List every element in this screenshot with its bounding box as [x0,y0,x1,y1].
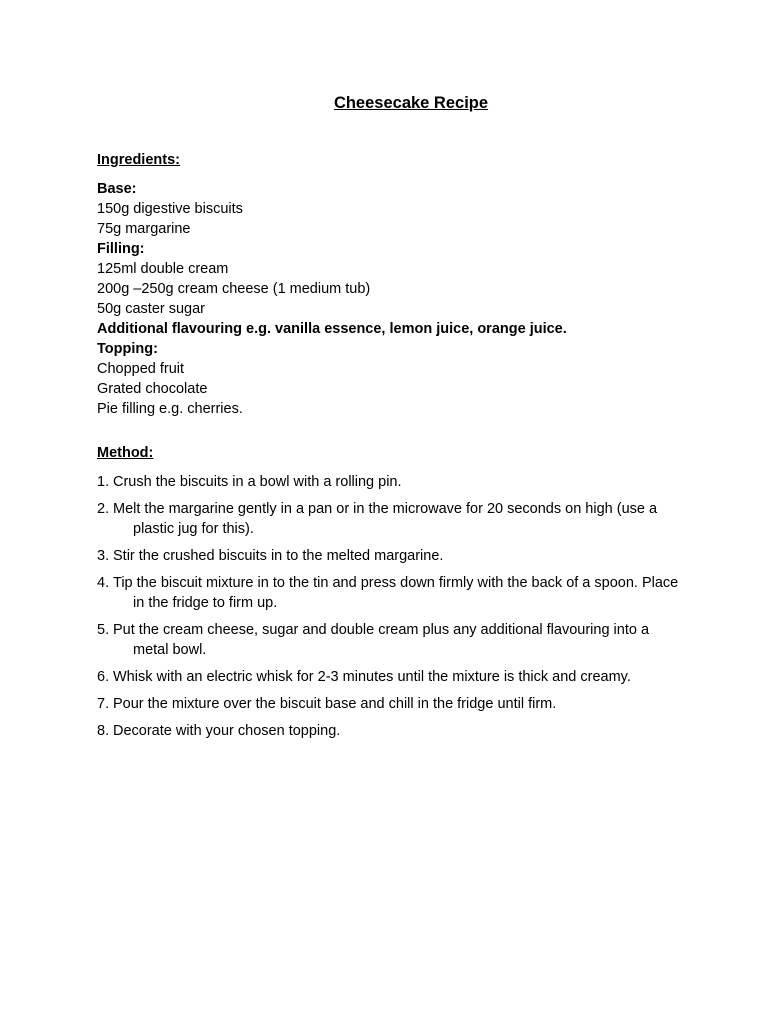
ingredient-line: Base: [97,181,137,197]
step-number: 1. [97,474,110,490]
ingredient-line: Topping: [97,341,158,357]
step-text: Tip the biscuit mixture in to the tin and press down firmly with the back of a spoon. Place [113,575,679,591]
step-number: 4. [97,575,110,591]
step-text: Stir the crushed biscuits in to the melted margarine. [113,548,444,564]
ingredients-list [97,179,567,419]
step-number: 6. [97,669,110,685]
step-text-continued: metal bowl. [133,642,207,658]
method-step [97,472,737,492]
step-number: 3. [97,548,110,564]
ingredient-line: Grated chocolate [97,381,208,397]
method-step [97,620,737,660]
ingredient-line: Additional flavouring e.g. vanilla essence, lemon juice, orange juice. [97,321,567,337]
step-text-continued: plastic jug for this). [133,521,254,537]
method-step [97,667,737,687]
page-title: Cheesecake Recipe [333,94,489,112]
ingredients-heading: Ingredients: [97,152,180,168]
step-text: Melt the margarine gently in a pan or in the microwave for 20 seconds on high (use a [113,501,658,517]
method-step [97,721,737,741]
ingredient-line: Chopped fruit [97,361,185,377]
ingredient-line: 200g –250g cream cheese (1 medium tub) [97,281,371,297]
ingredient-line: 125ml double cream [97,261,229,277]
method-step [97,499,737,539]
ingredient-line: Filling: [97,241,145,257]
step-text: Put the cream cheese, sugar and double cream plus any additional flavouring into a [113,622,650,638]
step-number: 7. [97,696,110,712]
step-text: Crush the biscuits in a bowl with a rolling pin. [113,474,402,490]
step-text: Decorate with your chosen topping. [113,723,341,739]
ingredient-line: 150g digestive biscuits [97,201,243,217]
step-text: Whisk with an electric whisk for 2-3 minutes until the mixture is thick and creamy. [113,669,631,685]
step-text: Pour the mixture over the biscuit base and chill in the fridge until firm. [113,696,557,712]
method-step [97,694,737,714]
step-text-continued: in the fridge to firm up. [133,595,278,611]
step-number: 2. [97,501,110,517]
step-number: 5. [97,622,110,638]
step-number: 8. [97,723,110,739]
ingredient-line: Pie filling e.g. cherries. [97,401,243,417]
method-step [97,546,737,566]
method-heading: Method: [97,445,154,461]
ingredient-line: 50g caster sugar [97,301,206,317]
ingredient-line: 75g margarine [97,221,191,237]
method-list [97,472,737,748]
method-step [97,573,737,613]
